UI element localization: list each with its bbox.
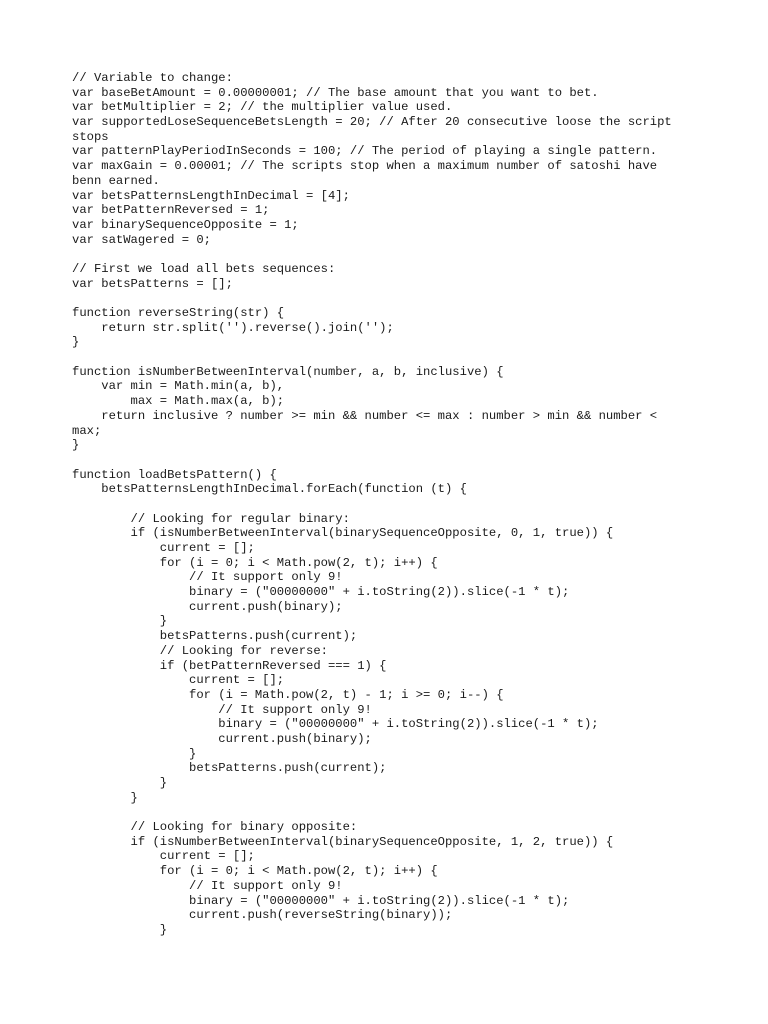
code-line: if (isNumberBetweenInterval(binarySequenceOpposite, 1, 2, true)) { bbox=[72, 834, 614, 849]
code-line: } bbox=[72, 776, 168, 790]
code-line: // It support only 9! bbox=[72, 878, 343, 893]
code-block bbox=[72, 71, 712, 938]
code-line: var patternPlayPeriodInSeconds = 100; // The period of playing a single pattern. bbox=[72, 144, 658, 159]
code-line: var maxGain = 0.00001; // The scripts stop when a maximum number of satoshi have bbox=[72, 159, 658, 174]
code-line: } bbox=[72, 922, 168, 937]
code-line: // It support only 9! bbox=[72, 570, 343, 585]
code-line: if (isNumberBetweenInterval(binarySequenceOpposite, 0, 1, true)) { bbox=[72, 526, 614, 541]
code-line: // Looking for regular binary: bbox=[72, 511, 350, 526]
code-line: var supportedLoseSequenceBetsLength = 20; // After 20 consecutive loose the script bbox=[72, 115, 672, 130]
code-line: max; bbox=[72, 423, 102, 438]
code-line: betsPatternsLengthInDecimal.forEach(function (t) { bbox=[72, 482, 467, 497]
code-line: var betPatternReversed = 1; bbox=[72, 203, 270, 218]
code-line: binary = ("00000000" + i.toString(2)).slice(-1 * t); bbox=[72, 893, 570, 908]
code-line: // Looking for reverse: bbox=[72, 643, 328, 658]
code-line: function loadBetsPattern() { bbox=[72, 467, 277, 482]
code-line: current.push(binary); bbox=[72, 731, 372, 746]
code-line: // Variable to change: bbox=[72, 71, 233, 85]
code-line: for (i = Math.pow(2, t) - 1; i >= 0; i--) { bbox=[72, 687, 504, 702]
code-line bbox=[72, 350, 712, 365]
code-line bbox=[72, 291, 712, 306]
code-line: max = Math.max(a, b); bbox=[72, 394, 285, 409]
code-line: if (betPatternReversed === 1) { bbox=[72, 658, 387, 673]
code-line bbox=[72, 805, 712, 820]
code-line: binary = ("00000000" + i.toString(2)).slice(-1 * t); bbox=[72, 585, 570, 600]
code-line: current = []; bbox=[72, 673, 285, 688]
code-line: } bbox=[72, 614, 168, 629]
code-line: for (i = 0; i < Math.pow(2, t); i++) { bbox=[72, 864, 438, 879]
code-line: var betsPatterns = []; bbox=[72, 276, 233, 291]
code-line: function isNumberBetweenInterval(number, a, b, inclusive) { bbox=[72, 364, 504, 379]
code-line: } bbox=[72, 438, 80, 453]
code-line: var satWagered = 0; bbox=[72, 232, 211, 247]
code-line: betsPatterns.push(current); bbox=[72, 761, 387, 776]
code-line: binary = ("00000000" + i.toString(2)).slice(-1 * t); bbox=[72, 717, 599, 732]
code-line: // Looking for binary opposite: bbox=[72, 820, 358, 835]
code-line: current.push(reverseString(binary)); bbox=[72, 908, 453, 923]
code-line bbox=[72, 453, 712, 468]
code-line: current = []; bbox=[72, 541, 255, 555]
code-line: // First we load all bets sequences: bbox=[72, 261, 336, 276]
code-line: } bbox=[72, 746, 197, 761]
code-line: benn earned. bbox=[72, 173, 160, 188]
code-line: var min = Math.min(a, b), bbox=[72, 379, 285, 394]
code-line: for (i = 0; i < Math.pow(2, t); i++) { bbox=[72, 555, 438, 570]
code-line: } bbox=[72, 790, 138, 805]
code-line: var baseBetAmount = 0.00000001; // The base amount that you want to bet. bbox=[72, 85, 599, 100]
code-line: return str.split('').reverse().join(''); bbox=[72, 320, 394, 335]
code-line: current.push(binary); bbox=[72, 599, 343, 614]
code-line: return inclusive ? number >= min && number <= max : number > min && number < bbox=[72, 408, 658, 423]
code-line: current = []; bbox=[72, 849, 255, 864]
code-line: // It support only 9! bbox=[72, 702, 372, 717]
code-line: var betsPatternsLengthInDecimal = [4]; bbox=[72, 188, 350, 203]
code-line: betsPatterns.push(current); bbox=[72, 629, 358, 644]
code-line: var betMultiplier = 2; // the multiplier value used. bbox=[72, 100, 453, 115]
code-line: } bbox=[72, 335, 80, 350]
code-line bbox=[72, 497, 712, 512]
code-line: var binarySequenceOpposite = 1; bbox=[72, 217, 299, 232]
code-line: function reverseString(str) { bbox=[72, 306, 285, 320]
code-line bbox=[72, 247, 712, 262]
code-line: stops bbox=[72, 129, 109, 144]
